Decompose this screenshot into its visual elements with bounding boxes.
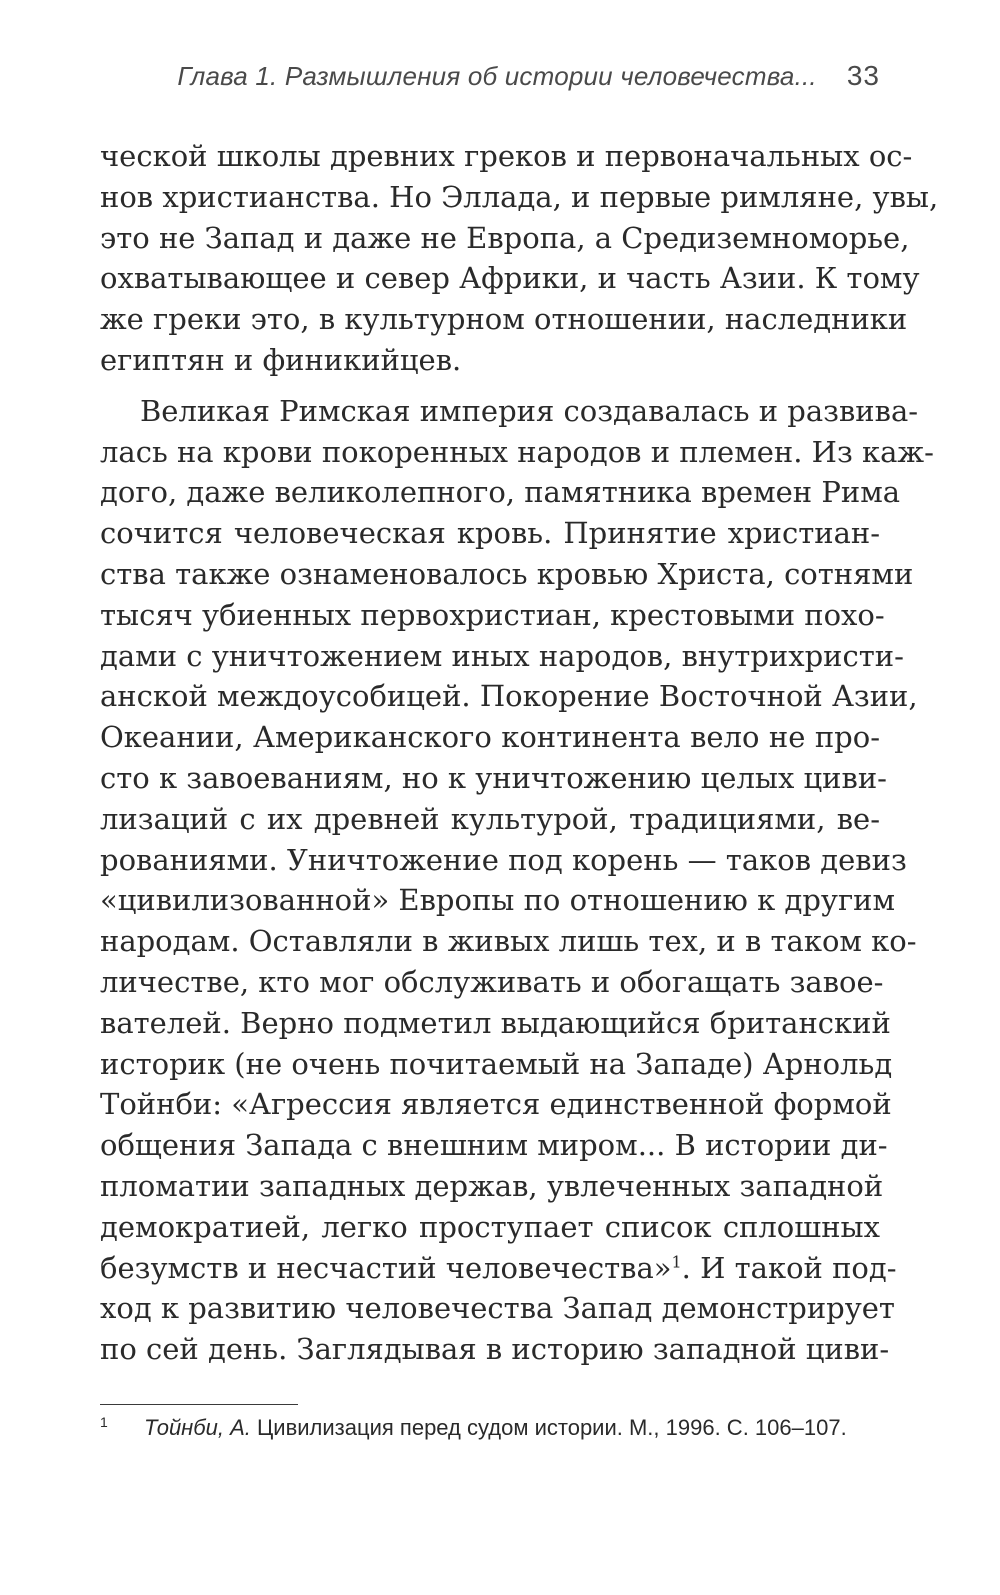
text-line: народам. Оставляли в живых лишь тех, и в таком ко- — [100, 924, 917, 959]
footnote — [100, 1412, 880, 1444]
text-line: это не Запад и даже не Европа, а Средиземноморье, — [100, 220, 910, 255]
text-line: дами с уничтожением иных народов, внутрихристи- — [100, 638, 904, 673]
text-line: анской междоусобицей. Покорение Восточной Азии, — [100, 679, 918, 714]
text-line: вателей. Верно подметил выдающийся британский — [100, 1005, 891, 1040]
text-line: пломатии западных держав, увлеченных западной — [100, 1168, 884, 1203]
text-line-with-footnote-ref — [100, 1248, 897, 1289]
text-line: по сей день. Заглядывая в историю западной циви- — [100, 1332, 890, 1367]
text-segment: . И такой под- — [681, 1250, 897, 1285]
text-line: же греки это, в культурном отношении, наследники — [100, 302, 908, 337]
text-line: ства также ознаменовалось кровью Христа, сотнями — [100, 556, 914, 591]
text-line: демократией, легко проступает список сплошных — [100, 1209, 880, 1244]
text-line: общения Запада с внешним миром... В истории ди- — [100, 1128, 888, 1163]
text-line: охватывающее и север Африки, и часть Азии. К тому — [100, 261, 920, 296]
text-line: сочится человеческая кровь. Принятие христиан- — [100, 516, 880, 551]
text-line: египтян и финикийцев. — [100, 342, 462, 377]
text-segment: безумств и несчастий человечества» — [100, 1250, 672, 1285]
page-number: 33 — [846, 60, 880, 91]
paragraph-1 — [100, 136, 939, 381]
running-title: Глава 1. Размышления об истории человечества... — [177, 61, 817, 91]
text-line: историк (не очень почитаемый на Западе) Арнольд — [100, 1046, 893, 1081]
footnote-author: Тойнби, А. — [144, 1415, 251, 1440]
running-header — [100, 60, 880, 100]
text-line: сто к завоеваниям, но к уничтожению целых циви- — [100, 760, 887, 795]
footnote-reference[interactable]: 1 — [671, 1251, 682, 1271]
text-line: тысяч убиенных первохристиан, крестовыми похо- — [100, 597, 885, 632]
text-line: Тойнби: «Агрессия является единственной формой — [100, 1087, 892, 1122]
text-line: Великая Римская империя создавалась и развива- — [140, 393, 919, 428]
footnote-text: Цивилизация перед судом истории. М., 1996. С. 106–107. — [250, 1415, 847, 1440]
text-line: «цивилизованной» Европы по отношению к другим — [100, 883, 896, 918]
text-line: Океании, Американского континента вело не про- — [100, 720, 880, 755]
paragraph-2 — [100, 391, 934, 1370]
text-line: рованиями. Уничтожение под корень — таков девиз — [100, 842, 907, 877]
text-line: личестве, кто мог обслуживать и обогащать завое- — [100, 964, 884, 999]
text-line: ческой школы древних греков и первоначальных ос- — [100, 139, 913, 173]
text-line: ход к развитию человечества Запад демонстрирует — [100, 1291, 895, 1326]
text-line: дого, даже великолепного, памятника времен Рима — [100, 475, 901, 510]
text-line: лизаций с их древней культурой, традициями, ве- — [100, 801, 880, 836]
main-text — [100, 136, 939, 1370]
footnote-divider — [100, 1404, 298, 1405]
text-line: нов христианства. Но Эллада, и первые римляне, увы, — [100, 179, 939, 214]
paragraph-gap — [100, 381, 880, 391]
text-line: лась на крови покоренных народов и племен. Из каж- — [100, 434, 934, 469]
footnote-marker: 1 — [100, 1414, 108, 1430]
